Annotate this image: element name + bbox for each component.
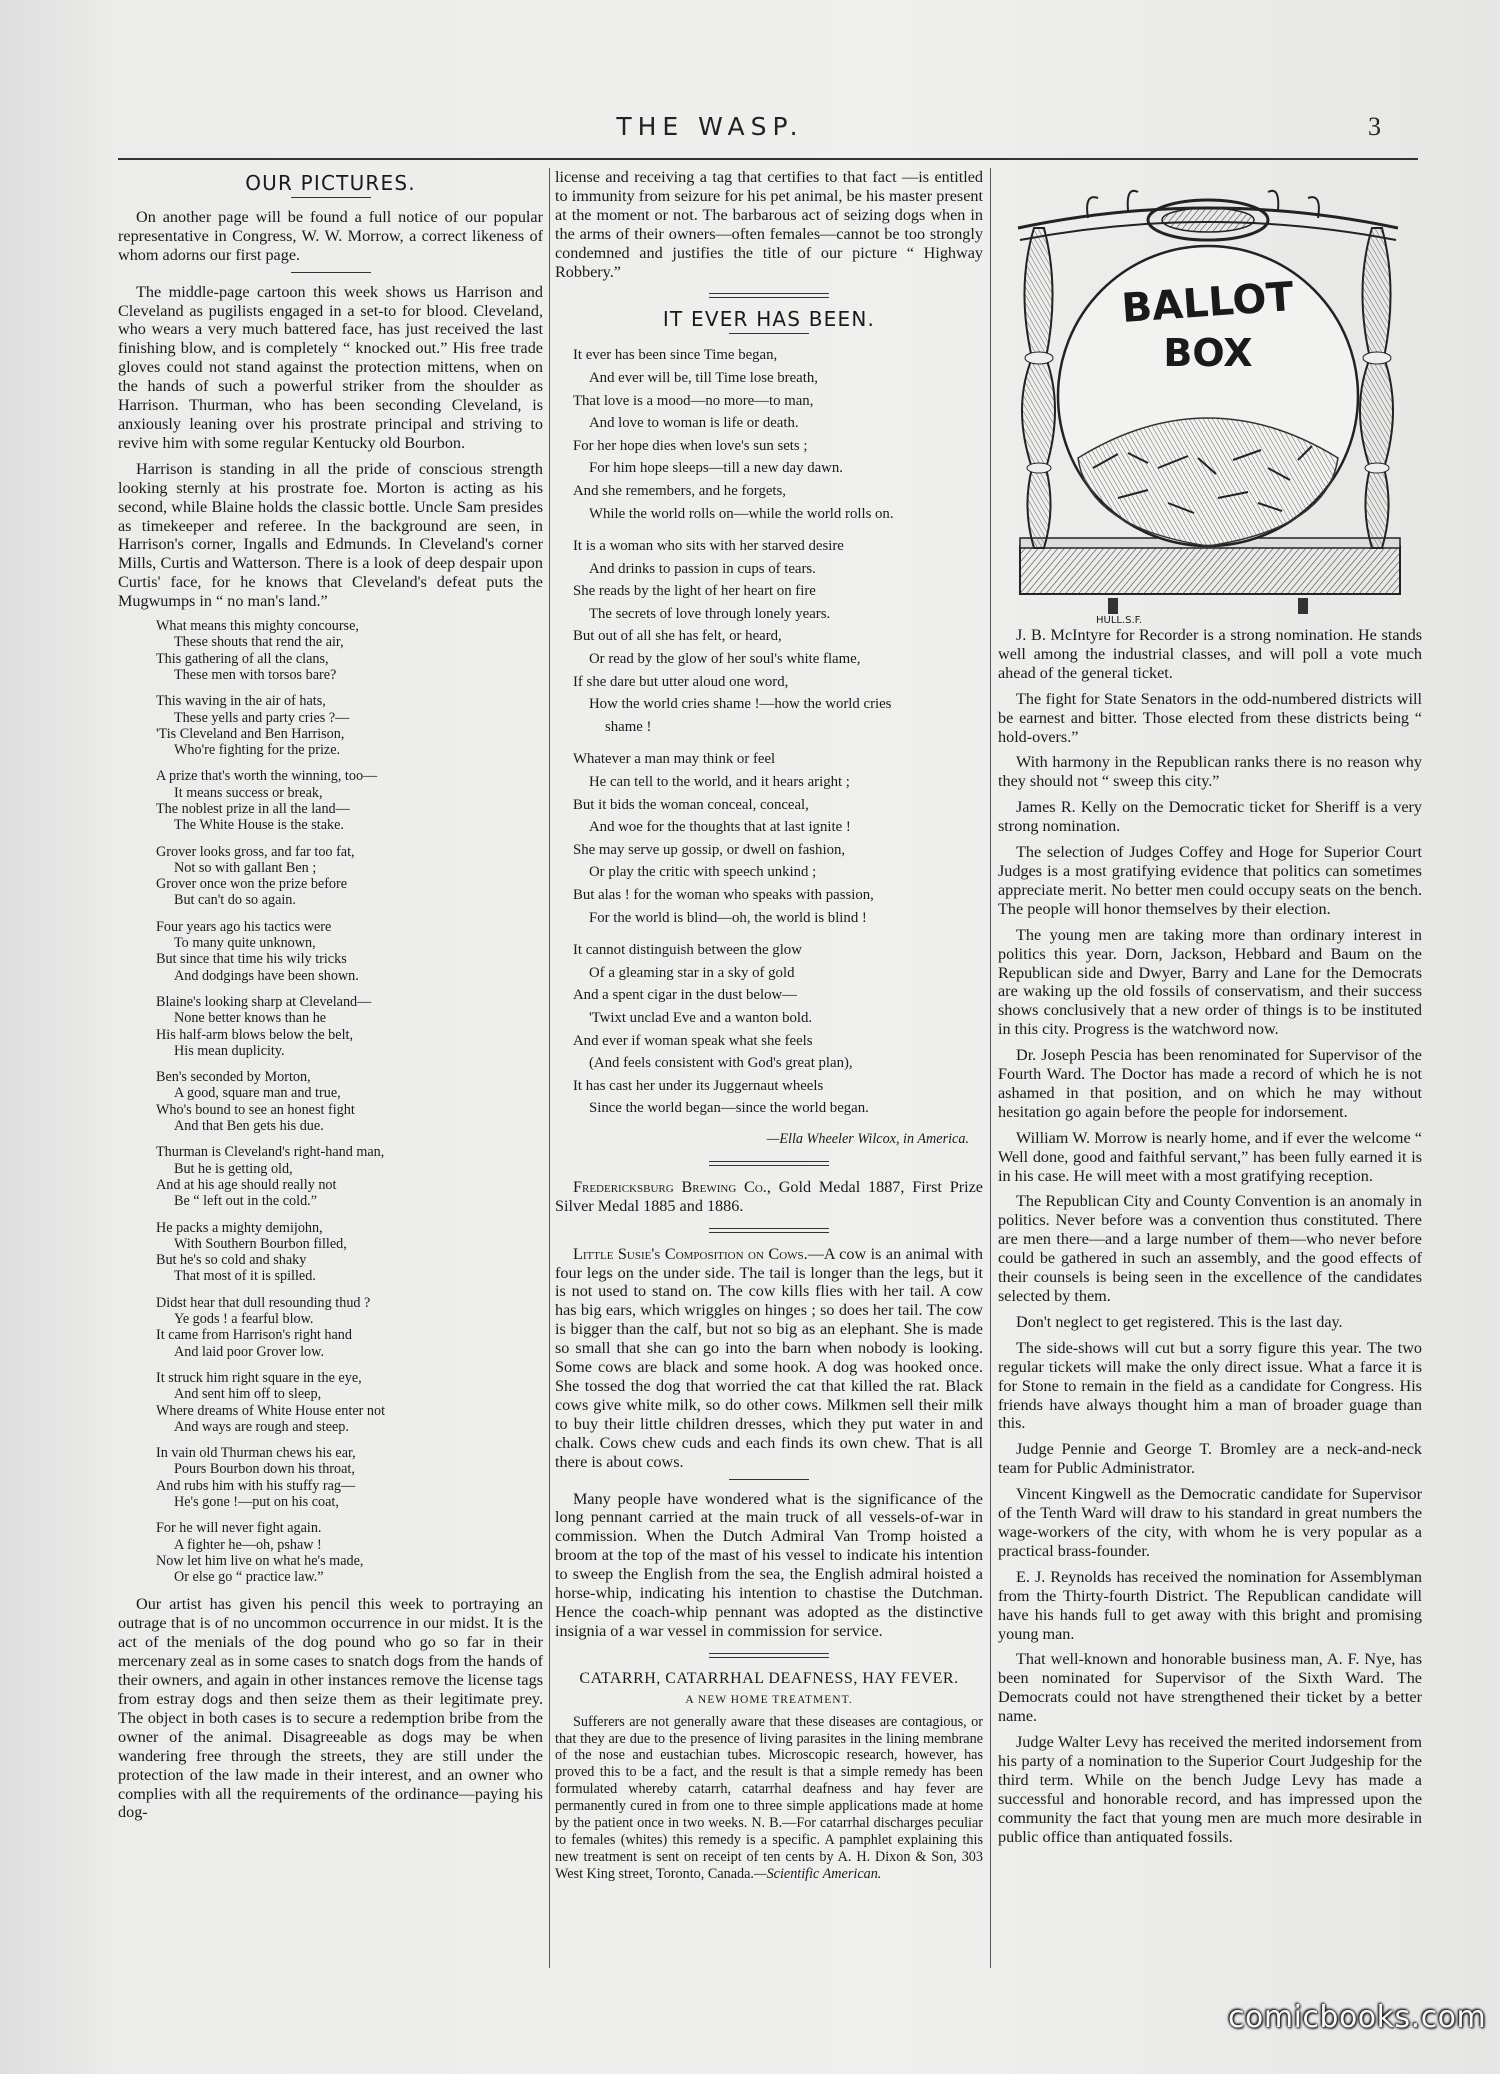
- ballot-box-drawing: [998, 168, 1418, 618]
- poem-attribution: —Ella Wheeler Wilcox, in America.: [766, 1130, 969, 1147]
- poem-line: With Southern Bourbon filled,: [174, 1235, 347, 1252]
- column-right: [998, 168, 1422, 1853]
- poem-line: It came from Harrison's right hand: [156, 1327, 352, 1344]
- poem-line: And rubs him with his stuffy rag—: [156, 1477, 356, 1494]
- poem-line: It ever has been since Time began,: [573, 347, 778, 364]
- brewing-details: , Gold Medal 1887, First Prize Silver Medal 1885 and 1886.: [555, 1177, 983, 1215]
- poem-line: And dodgings have been shown.: [174, 967, 359, 984]
- poem-line: Ye gods ! a fearful blow.: [174, 1311, 314, 1328]
- poem-stanza: [573, 939, 983, 1120]
- poem-line: He can tell to the world, and it hears aright ;: [589, 774, 850, 791]
- short-rule: [729, 333, 809, 334]
- double-rule: [709, 1228, 829, 1233]
- susie-title: Little Susie's Composition on Cows.: [573, 1244, 808, 1263]
- poem-line: These yells and party cries ?—: [174, 709, 350, 726]
- poem-line: What means this mighty concourse,: [156, 618, 359, 635]
- box-base: [1020, 546, 1400, 594]
- poem-line: And ever if woman speak what she feels: [573, 1032, 813, 1049]
- poem-line: And sent him off to sleep,: [174, 1386, 322, 1403]
- news-item: Judge Walter Levy has received the merited indorsement from his party of a nomination to the Superior Court Judgeship for the third term. While on the bench Judge Levy has made a successful and honorable record, and has impressed upon the community the fact that young men are much more desirable in public office than antiquated fossils.: [998, 1733, 1422, 1846]
- news-item: The fight for State Senators in the odd-numbered districts will be earnest and bitter. Those elected from these districts being “ hold-overs.”: [998, 689, 1422, 746]
- poem-line: Or read by the glow of her soul's white flame,: [589, 651, 861, 668]
- poem-line: Blaine's looking sharp at Cleveland—: [156, 993, 372, 1010]
- double-rule: [709, 1653, 829, 1658]
- short-rule: [729, 1479, 809, 1480]
- susie-composition: [555, 1245, 983, 1472]
- ad-text: [555, 1714, 983, 1883]
- news-item: Dr. Joseph Pescia has been renominated for Supervisor of the Fourth Ward. The Doctor has made a record of which he is not ashamed in that position, and on which he may without hesitation go again before the people for indorsement.: [998, 1046, 1422, 1121]
- poem-line: Pours Bourbon down his throat,: [174, 1461, 355, 1478]
- poem-line: That love is a mood—no more—to man,: [573, 392, 814, 409]
- poem-line: shame !: [605, 718, 652, 735]
- poem-line: It cannot distinguish between the glow: [573, 942, 802, 959]
- ballots-pile: [1078, 418, 1338, 546]
- poem-line: This gathering of all the clans,: [156, 650, 329, 667]
- column-left: [118, 168, 543, 1829]
- spindle-right: [1360, 228, 1393, 548]
- poem-line: Since the world began—since the world began.: [589, 1100, 869, 1117]
- poem-line: For the world is blind—oh, the world is blind !: [589, 909, 867, 926]
- poem-line: Thurman is Cleveland's right-hand man,: [156, 1144, 385, 1161]
- news-item: That well-known and honorable business man, A. F. Nye, has been nominated for Supervisor of the Sixth Ward. The Democrats could not have strengthened their ticket by a better name.: [998, 1650, 1422, 1726]
- poem-line: A good, square man and true,: [174, 1085, 341, 1102]
- poem-line: Grover once won the prize before: [156, 876, 348, 893]
- brewing-name: Fredericksburg Brewing Co.: [573, 1177, 767, 1196]
- poem-stanza: [573, 748, 983, 929]
- poem-it-ever-has-been: [573, 344, 983, 1120]
- poem-line: He's gone !—put on his coat,: [174, 1493, 339, 1510]
- paragraph: license and receiving a tag that certifies to that fact —is entitled to immunity from seizure for his pet animal, be his master present at the moment or not. The barbarous act of seizing dogs when in the arms of their owners—often females—cannot be too strongly condemned and justifies the title of our picture “ Highway Robbery.”: [555, 168, 983, 281]
- poem-prize-fight: [118, 618, 543, 1585]
- ballot-box-illustration: [998, 168, 1418, 626]
- poem-line: And drinks to passion in cups of tears.: [589, 560, 816, 577]
- susie-text: —A cow is an animal with four legs on the under side. The tail is longer than the legs, but it is not used to stand on. The cow kills flies with her tail. A cow has big ears, which wriggles on hinges ; so does her tail. The cow is bigger than the calf, but not so big as an elephant. She is made so small that she can go into the barn when nobody is looking. Some cows are black and some hook. A dog was hooked once. She tossed the dog that worried the cat that killed the rat. Black cows give white milk, so do other cows. Milkmen sell their milk to buy their little children dresses, which they put water in and chalk. Cows chew cuds and each finds its own chew. That is all there is about cows.: [555, 1244, 983, 1471]
- poem-line: And she remembers, and he forgets,: [573, 482, 786, 499]
- ad-body: Sufferers are not generally aware that these diseases are contagious, or that they are due to the presence of living parasites in the lining membrane of the nose and eustachian tubes. Microscopic research, however, has proved this to be a fact, and the result is that a simple remedy has been formulated whereby catarrh, catarrhal deafness and hay fever are permanently cured in from one to three simple applications made at home by the patient once in two weeks. N. B.—For catarrhal discharges peculiar to females (whites) this remedy is a specific. A pamphlet explaining this new treatment is sent on receipt of ten cents by A. H. Dixon & Son, 303 West King street, Toronto, Canada.: [555, 1713, 983, 1882]
- news-item: William W. Morrow is nearly home, and if ever the welcome “ Well done, good and faithful servant,” has been fully earned it is in his case. He will meet with a most gratifying reception.: [998, 1128, 1422, 1185]
- news-item: The selection of Judges Coffey and Hoge for Superior Court Judges is a most gratifying evidence that politics can sometimes appreciate merit. No better men could occupy seats on the bench. The people will honor themselves by their election.: [998, 843, 1422, 918]
- running-title: THE WASP.: [616, 112, 804, 141]
- double-rule: [709, 293, 829, 298]
- page-number: 3: [1368, 112, 1381, 141]
- poem-line: These shouts that rend the air,: [174, 634, 344, 651]
- poem-line: It struck him right square in the eye,: [156, 1369, 362, 1386]
- poem-line: But out of all she has felt, or heard,: [573, 628, 782, 645]
- paragraph: Harrison is standing in all the pride of conscious strength looking sternly at his prostrate foe. Morton is acting as his second, while Blaine holds the classic bottle. Uncle Sam presides as timekeeper and referee. In the background are seen, in Harrison's corner, Ingalls and Edmunds. In Cleveland's corner Mills, Curtis and Watterson. There is a look of deep despair upon Curtis' face, for he knows that Cleveland's defeat puts the Mugwumps in “ no man's land.”: [118, 459, 543, 611]
- spindle-left: [1022, 228, 1055, 548]
- column-divider: [549, 168, 550, 1968]
- poem-line: If she dare but utter aloud one word,: [573, 673, 789, 690]
- poem-line: His mean duplicity.: [174, 1042, 285, 1059]
- poem-line: But can't do so again.: [174, 892, 296, 909]
- section-heading: OUR PICTURES.: [245, 171, 416, 195]
- poem-line: But he is getting old,: [174, 1160, 293, 1177]
- box-lettering: BOX: [1163, 331, 1253, 375]
- news-item: The side-shows will cut but a sorry figure this year. The two regular tickets will make the only direct issue. What a farce it is for Stone to remain in the field as a candidate for Congress. His friends have always thought him a man of broader guage than this.: [998, 1338, 1422, 1433]
- poem-line: Four years ago his tactics were: [156, 918, 332, 935]
- poem-line: Be “ left out in the cold.”: [174, 1193, 318, 1210]
- short-rule: [291, 197, 371, 198]
- poem-stanza: [573, 344, 983, 525]
- poem-line: It means success or break,: [174, 784, 323, 801]
- poem-line: None better knows than he: [174, 1010, 327, 1027]
- poem-line: It has cast her under its Juggernaut wheels: [573, 1077, 824, 1094]
- poem-line: For he will never fight again.: [156, 1520, 322, 1537]
- poem-line: And at his age should really not: [156, 1176, 337, 1193]
- short-rule: [291, 272, 371, 273]
- poem-stanza: [156, 693, 543, 758]
- brewing-notice: [555, 1178, 983, 1216]
- paragraph: Our artist has given his pencil this week to portraying an outrage that is of no uncommon occurrence in our midst. It is the act of the menials of the dog pound who go so far in their mercenary zeal as in some cases to snatch dogs from the hands of their owners, and again in other instances remove the license tags from estray dogs and then seize them as their legitimate prey. The object in both cases is to secure a redemption bribe from the owner of the animal. Disagreeable as dogs may be when wandering free through the streets, they are still under the protection of the law made in their interest, and an owner who complies with all the requirements of the ordinance—paying his dog-: [118, 1595, 543, 1822]
- paragraph: Many people have wondered what is the significance of the long pennant carried at the main truck of all vessels-of-war in commission. When the Dutch Admiral Van Tromp hoisted a broom at the top of the mast of his vessel to indicate his intention to sweep the English from the sea, the English admiral hoisted a horse-whip, indicating his intention to chastise the Dutchman. Hence the coach-whip pennant was adopted as the distinctive insignia of a war vessel in commission for service.: [555, 1489, 983, 1640]
- poem-line: She reads by the light of her heart on fire: [573, 583, 816, 600]
- ad-source: —Scientific American.: [753, 1865, 882, 1882]
- watermark: comicbooks.com: [1228, 2000, 1487, 2035]
- poem-stanza: [156, 1370, 543, 1435]
- poem-line: This waving in the air of hats,: [156, 693, 326, 710]
- poem-line: But it bids the woman conceal, conceal,: [573, 796, 809, 813]
- poem-line: A prize that's worth the winning, too—: [156, 768, 378, 785]
- poem-line: In vain old Thurman chews his ear,: [156, 1445, 356, 1462]
- poem-line: Or else go “ practice law.”: [174, 1569, 324, 1586]
- poem-line: She may serve up gossip, or dwell on fashion,: [573, 841, 846, 858]
- news-item: Vincent Kingwell as the Democratic candidate for Supervisor of the Tenth Ward will draw to his standard in great numbers the wage-workers of the city, with whom he is very popular as a practical brass-founder.: [998, 1485, 1422, 1560]
- poem-stanza: [156, 1445, 543, 1510]
- poem-line: 'Tis Cleveland and Ben Harrison,: [156, 725, 345, 742]
- poem-line: And woe for the thoughts that at last ignite !: [589, 819, 851, 836]
- poem-stanza: [573, 535, 983, 738]
- poem-stanza: [156, 1220, 543, 1285]
- political-notes: [998, 626, 1422, 1846]
- poem-stanza: [156, 618, 543, 683]
- poem-stanza: [156, 1295, 543, 1360]
- news-item: J. B. McIntyre for Recorder is a strong nomination. He stands well among the industrial classes, and will poll a vote much ahead of the general ticket.: [998, 626, 1422, 682]
- poem-line: The secrets of love through lonely years.: [589, 605, 831, 622]
- poem-line: It is a woman who sits with her starved desire: [573, 538, 844, 555]
- poem-stanza: [156, 1144, 543, 1209]
- news-item: The young men are taking more than ordinary interest in politics this year. Dorn, Jackson, Hebbard and Baum on the Republican side and Dwyer, Barry and Lane for the Democrats are waking up the old fossils of conservatism, and their success shows conclusively that a new order of things is to be instituted in this city. Progress is the watchword now.: [998, 925, 1422, 1039]
- ballot-lettering: BALLOT: [1120, 274, 1296, 332]
- poem-stanza: [156, 844, 543, 909]
- poem-line: And ever will be, till Time lose breath,: [589, 369, 818, 386]
- column-divider: [990, 168, 991, 1968]
- poem-line: But he's so cold and shaky: [156, 1252, 307, 1269]
- news-item: James R. Kelly on the Democratic ticket for Sheriff is a very strong nomination.: [998, 798, 1422, 836]
- poem-stanza: [156, 1520, 543, 1585]
- poem-stanza: [156, 919, 543, 984]
- news-item: Judge Pennie and George T. Bromley are a neck-and-neck team for Public Administrator.: [998, 1440, 1422, 1478]
- poem-stanza: [156, 1069, 543, 1134]
- poem-line: And ways are rough and steep.: [174, 1418, 349, 1435]
- poem-line: And love to woman is life or death.: [589, 415, 799, 432]
- header-rule: [118, 158, 1418, 160]
- poem-line: For him hope sleeps—till a new day dawn.: [589, 460, 843, 477]
- poem-line: And that Ben gets his due.: [174, 1118, 324, 1135]
- ad-subtitle: A NEW HOME TREATMENT.: [685, 1693, 853, 1706]
- poem-line: Of a gleaming star in a sky of gold: [589, 964, 795, 981]
- poem-heading: IT EVER HAS BEEN.: [662, 307, 876, 332]
- poem-line: And laid poor Grover low.: [174, 1343, 324, 1360]
- poem-line: To many quite unknown,: [174, 935, 316, 952]
- poem-line: But since that time his wily tricks: [156, 951, 347, 968]
- news-item: Don't neglect to get registered. This is the last day.: [1016, 1312, 1343, 1331]
- poem-stanza: [156, 994, 543, 1059]
- poem-line: While the world rolls on—while the world rolls on.: [589, 505, 894, 522]
- poem-line: Whatever a man may think or feel: [573, 751, 776, 768]
- poem-line: The noblest prize in all the land—: [156, 801, 350, 817]
- poem-line: Not so with gallant Ben ;: [174, 859, 317, 876]
- poem-line: Where dreams of White House enter not: [156, 1402, 386, 1419]
- poem-line: But alas ! for the woman who speaks with passion,: [573, 887, 874, 903]
- paragraph: The middle-page cartoon this week shows us Harrison and Cleveland as pugilists engaged in a set-to for blood. Cleveland, who wears a very much battered face, has just received the last finishing blow, and is completely “ knocked out.” His free trade gloves could not stand against the protection mittens, when on the hands of such a powerful striker from the shoulder as Harrison. Thurman, who has been seconding Cleveland, is anxiously leaning over his prostrate principal and striving to revive him with some regular Kentucky old Bourbon.: [118, 282, 543, 452]
- poem-line: These men with torsos bare?: [174, 666, 337, 683]
- paragraph: On another page will be found a full notice of our popular representative in Congress, W. W. Morrow, a correct likeness of whom adorns our first page.: [118, 207, 543, 264]
- poem-line: And a spent cigar in the dust below—: [573, 987, 797, 1004]
- poem-line: Or play the critic with speech unkind ;: [589, 864, 817, 881]
- ad-title: CATARRH, CATARRHAL DEAFNESS, HAY FEVER.: [579, 1669, 959, 1687]
- poem-line: Who're fighting for the prize.: [174, 742, 341, 759]
- poem-line: The White House is the stake.: [174, 817, 344, 834]
- poem-line: He packs a mighty demijohn,: [156, 1219, 323, 1236]
- news-item: The Republican City and County Convention is an anomaly in politics. Never before was a convention thus constituted. There are men there—and a large number of them—who never before could be gathered in such an assembly, and the good effects of their counsels is being seen in the excellence of the candidates selected by them.: [998, 1192, 1422, 1305]
- artist-signature: HULL.S.F.: [1096, 615, 1143, 626]
- news-item: With harmony in the Republican ranks there is no reason why they should not “ sweep this city.”: [998, 753, 1422, 791]
- poem-line: His half-arm blows below the belt,: [156, 1026, 354, 1043]
- poem-line: (And feels consistent with God's great plan),: [589, 1055, 853, 1072]
- double-rule: [709, 1161, 829, 1166]
- news-item: E. J. Reynolds has received the nomination for Assemblyman from the Thirty-fourth District. The Republican candidate will have his hands full to get away with this bright and promising young man.: [998, 1567, 1422, 1643]
- poem-line: Didst hear that dull resounding thud ?: [156, 1294, 371, 1311]
- poem-line: For her hope dies when love's sun sets ;: [573, 437, 808, 454]
- poem-line: That most of it is spilled.: [174, 1268, 316, 1285]
- poem-line: Now let him live on what he's made,: [156, 1552, 364, 1569]
- poem-line: Grover looks gross, and far too fat,: [156, 843, 355, 860]
- poem-line: Ben's seconded by Morton,: [156, 1069, 311, 1086]
- poem-line: Who's bound to see an honest fight: [156, 1101, 355, 1118]
- poem-line: How the world cries shame !—how the world cries: [589, 696, 892, 713]
- column-middle: [555, 168, 983, 1890]
- poem-line: A fighter he—oh, pshaw !: [174, 1536, 322, 1553]
- poem-stanza: [156, 768, 543, 833]
- poem-line: 'Twixt unclad Eve and a wanton bold.: [589, 1009, 813, 1026]
